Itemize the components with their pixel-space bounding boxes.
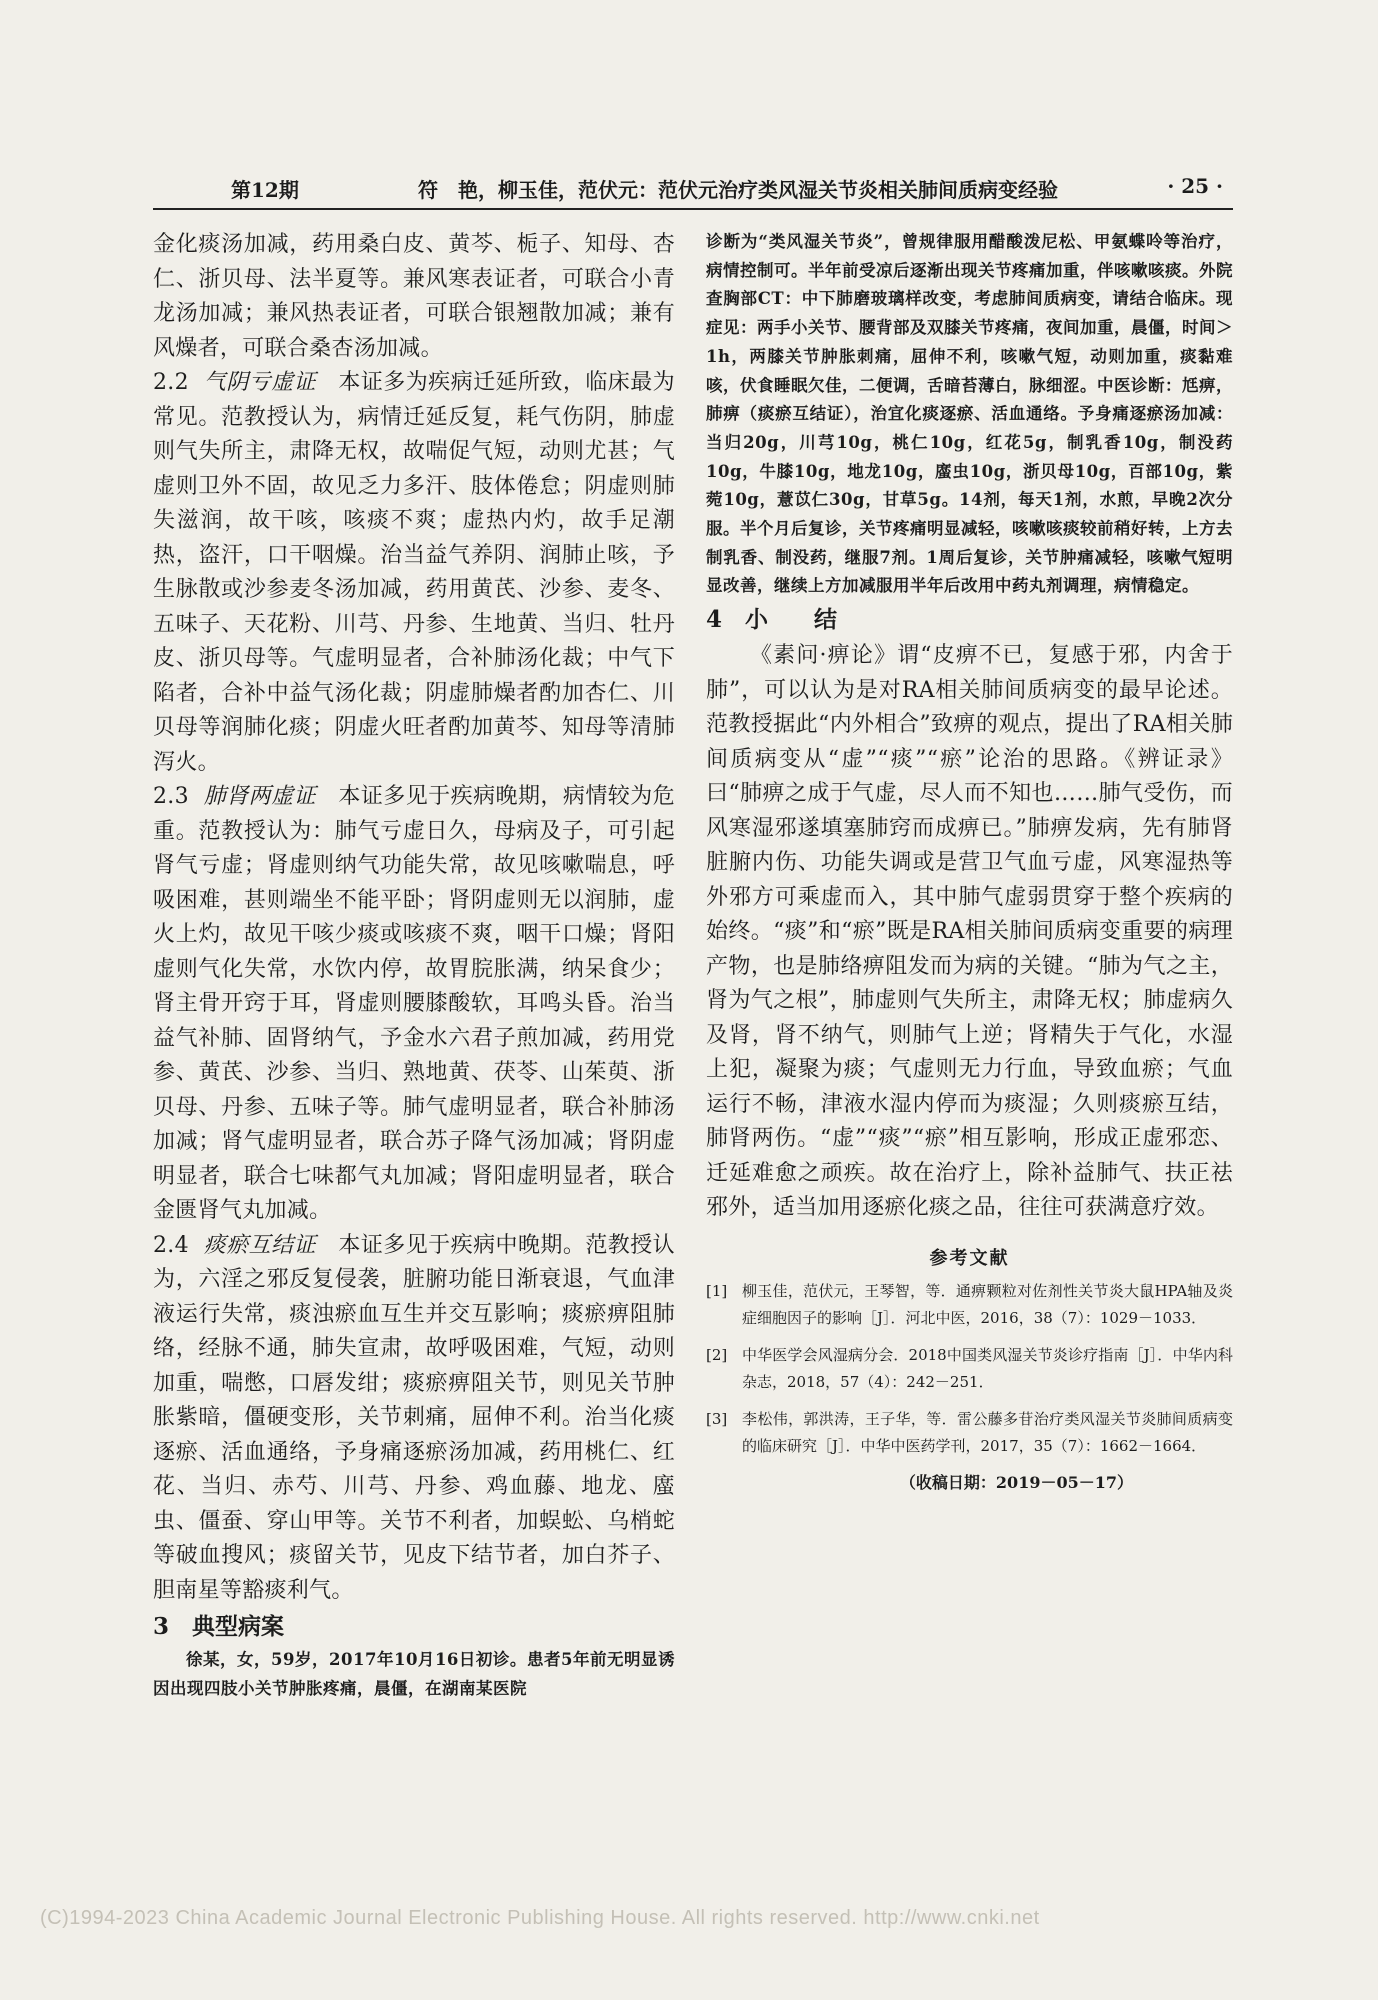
case-report-continued: 诊断为“类风湿关节炎”，曾规律服用醋酸泼尼松、甲氨蝶呤等治疗，病情控制可。半年前受凉后逐渐出现关节疼痛加重，伴咳嗽咳痰。外院查胸部CT：中下肺磨玻璃样改变，考虑肺间质病变，请结合临床。现症见：两手小关节、腰背部及双膝关节疼痛，夜间加重，晨僵，时间＞1h，两膝关节肿胀刺痛，屈伸不利，咳嗽气短，动则加重，痰黏难咳，伏食睡眠欠佳，二便调，舌暗苔薄白，脉细涩。中医诊断：尪痹，肺痹（痰瘀互结证），治宜化痰逐瘀、活血通络。予身痛逐瘀汤加减：当归20g，川芎10g，桃仁10g，红花5g，制乳香10g，制没药10g，牛膝10g，地龙10g，䗪虫10g，浙贝母10g，百部10g，紫菀10g，薏苡仁30g，甘草5g。14剂，每天1剂，水煎，早晚2次分服。半个月后复诊，关节疼痛明显减轻，咳嗽咳痰较前稍好转，上方去制乳香、制没药，继服7剂。1周后复诊，关节肿痛减轻，咳嗽气短明显改善，继续上方加减服用半年后改用中药丸剂调理，病情稳定。 xyxy=(706,232,1233,596)
section-title: 肺肾两虚证 xyxy=(203,784,317,809)
case-report-start: 徐某，女，59岁，2017年10月16日初诊。患者5年前无明显诱因出现四肢小关节肿胀疼痛，晨僵，在湖南某医院 xyxy=(153,1650,675,1698)
section-number: 2.2 xyxy=(153,370,189,395)
section-2-2 xyxy=(153,366,675,780)
received-date: （收稿日期：2019－05－17） xyxy=(899,1472,1133,1492)
paragraph-continued: 金化痰汤加减，药用桑白皮、黄芩、栀子、知母、杏仁、浙贝母、法半夏等。兼风寒表证者，可联合小青龙汤加减；兼风热表证者，可联合银翘散加减；兼有风燥者，可联合桑杏汤加减。 xyxy=(153,232,675,361)
section-3-heading: 3 典型病案 xyxy=(153,1613,285,1640)
running-header xyxy=(153,170,1233,210)
section-text: 本证多为疾病迁延所致，临床最为常见。范教授认为，病情迁延反复，耗气伤阴，肺虚则气失所主，肃降无权，故喘促气短，动则尤甚；气虚则卫外不固，故见乏力多汗、肢体倦怠；阴虚则肺失滋润，故干咳，咳痰不爽；虚热内灼，故手足潮热，盗汗，口干咽燥。治当益气养阴、润肺止咳，予生脉散或沙参麦冬汤加减，药用黄芪、沙参、麦冬、五味子、天花粉、川芎、丹参、生地黄、当归、牡丹皮、浙贝母等。气虚明显者，合补肺汤化裁；中气下陷者，合补中益气汤化裁；阴虚肺燥者酌加杏仁、川贝母等润肺化痰；阴虚火旺者酌加黄芩、知母等清肺泻火。 xyxy=(153,370,675,775)
reference-number: [2] xyxy=(706,1345,728,1364)
reference-text: 中华医学会风湿病分会．2018中国类风湿关节炎诊疗指南［J］．中华内科杂志，2018，57（4）：242－251． xyxy=(742,1345,1233,1391)
right-column xyxy=(706,228,1233,1493)
reference-item xyxy=(706,1342,1233,1396)
reference-text: 柳玉佳，范伏元，王琴智，等．通痹颗粒对佐剂性关节炎大鼠HPA轴及炎症细胞因子的影响［J］．河北中医，2016，38（7）：1029－1033． xyxy=(742,1281,1233,1327)
reference-number: [3] xyxy=(706,1409,728,1428)
section-text: 本证多见于疾病晚期，病情较为危重。范教授认为：肺气亏虚日久，母病及子，可引起肾气亏虚；肾虚则纳气功能失常，故见咳嗽喘息，呼吸困难，甚则端坐不能平卧；肾阴虚则无以润肺，虚火上灼，故见干咳少痰或咳痰不爽，咽干口燥；肾阳虚则气化失常，水饮内停，故胃脘胀满，纳呆食少；肾主骨开窍于耳，肾虚则腰膝酸软，耳鸣头昏。治当益气补肺、固肾纳气，予金水六君子煎加减，药用党参、黄芪、沙参、当归、熟地黄、茯苓、山茱萸、浙贝母、丹参、五味子等。肺气虚明显者，联合补肺汤加减；肾气虚明显者，联合苏子降气汤加减；肾阴虚明显者，联合七味都气丸加减；肾阳虚明显者，联合金匮肾气丸加减。 xyxy=(153,784,675,1223)
left-column xyxy=(153,228,675,1703)
section-title: 气阴亏虚证 xyxy=(203,370,317,395)
reference-text: 李松伟，郭洪涛，王子华，等．雷公藤多苷治疗类风湿关节炎肺间质病变的临床研究［J］．中华中医药学刊，2017，35（7）：1662－1664． xyxy=(742,1409,1233,1455)
running-title: 符 艳，柳玉佳，范伏元：范伏元治疗类风湿关节炎相关肺间质病变经验 xyxy=(418,178,1058,202)
summary-paragraph: 《素问·痹论》谓“皮痹不已，复感于邪，内舍于肺”，可以认为是对RA相关肺间质病变的最早论述。范教授据此“内外相合”致痹的观点，提出了RA相关肺间质病变从“虚”“痰”“瘀”论治的思路。《辨证录》曰“肺痹之成于气虚，尽人而不知也……肺气受伤，而风寒湿邪遂填塞肺窍而成痹已。”肺痹发病，先有肺肾脏腑内伤、功能失调或是营卫气血亏虚，风寒湿热等外邪方可乘虚而入，其中肺气虚弱贯穿于整个疾病的始终。“痰”和“瘀”既是RA相关肺间质病变重要的病理产物，也是肺络痹阻发而为病的关键。“肺为气之主，肾为气之根”，肺虚则气失所主，肃降无权；肺虚病久及肾，肾不纳气，则肺气上逆；肾精失于气化，水湿上犯，凝聚为痰；气虚则无力行血，导致血瘀；气血运行不畅，津液水湿内停而为痰湿；久则痰瘀互结，肺肾两伤。“虚”“痰”“瘀”相互影响，形成正虚邪恋、迁延难愈之顽疾。故在治疗上，除补益肺气、扶正祛邪外，适当加用逐瘀化痰之品，往往可获满意疗效。 xyxy=(706,643,1233,1221)
references-title: 参考文献 xyxy=(929,1247,1010,1269)
section-4-heading: 4 小 结 xyxy=(706,606,838,634)
reference-number: [1] xyxy=(706,1281,728,1300)
section-number: 2.4 xyxy=(153,1232,189,1258)
section-text: 本证多见于疾病中晚期。范教授认为，六淫之邪反复侵袭，脏腑功能日渐衰退，气血津液运行失常，痰浊瘀血互生并交互影响；痰瘀痹阻肺络，经脉不通，肺失宣肃，故呼吸困难，气短，动则加重，喘憋，口唇发绀；痰瘀痹阻关节，则见关节肿胀紫暗，僵硬变形，关节刺痛，屈伸不利。治当化痰逐瘀、活血通络，予身痛逐瘀汤加减，药用桃仁、红花、当归、赤芍、川芎、丹参、鸡血藤、地龙、䗪虫、僵蚕、穿山甲等。关节不利者，加蜈蚣、乌梢蛇等破血搜风；痰留关节，见皮下结节者，加白芥子、胆南星等豁痰利气。 xyxy=(153,1232,675,1603)
copyright-footer: (C)1994-2023 China Academic Journal Electronic Publishing House. All rights reserved. http://www.cnki.net xyxy=(40,1907,1040,1929)
header-rule xyxy=(153,208,1233,210)
page-number: · 25 · xyxy=(1167,174,1223,198)
section-2-3 xyxy=(153,780,675,1229)
section-2-4 xyxy=(153,1229,675,1609)
section-title: 痰瘀互结证 xyxy=(203,1232,317,1258)
issue-number: 第12期 xyxy=(231,178,299,202)
reference-item xyxy=(706,1406,1233,1460)
references-list xyxy=(706,1278,1233,1460)
section-number: 2.3 xyxy=(153,784,189,809)
reference-item xyxy=(706,1278,1233,1332)
